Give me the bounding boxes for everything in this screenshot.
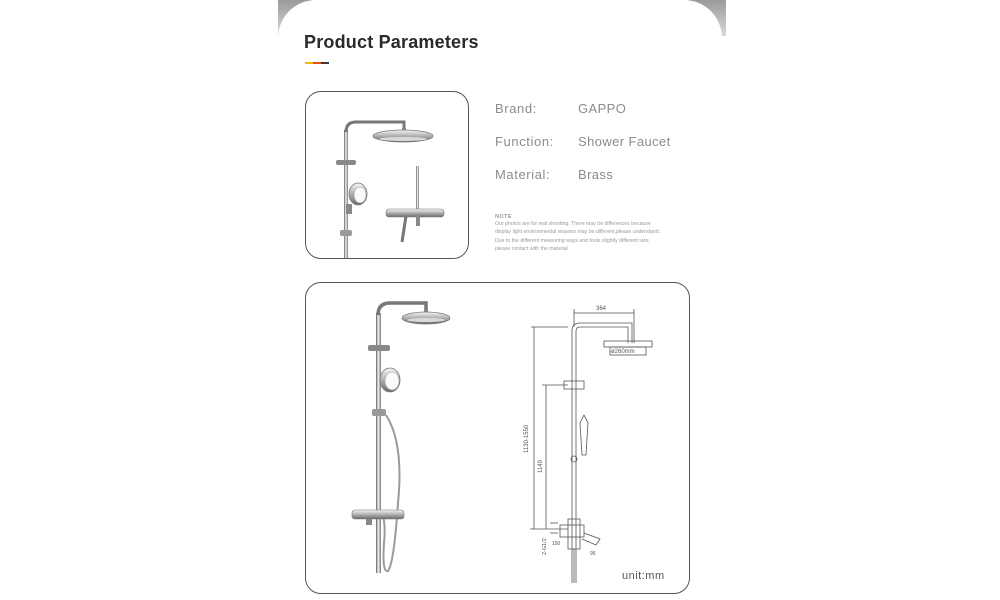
- unit-label: unit:mm: [622, 570, 665, 582]
- dim-label-small-1: 150: [552, 541, 561, 547]
- note-line: display light environmental reasons may be different,please understand.: [495, 229, 661, 236]
- dim-label-inlet: 2-G1/2: [542, 538, 548, 555]
- note-line: Our photos are for real shooting. There may be differences because: [495, 221, 651, 227]
- technical-drawing-card: [305, 282, 690, 594]
- parameters-list: [495, 92, 671, 191]
- dim-label-small-2: 95: [590, 551, 596, 557]
- underline-segment-dark: [321, 62, 329, 64]
- page-background: [0, 0, 280, 600]
- note-title: NOTE: [495, 214, 512, 220]
- param-value: GAPPO: [578, 101, 627, 116]
- product-and-dimension-drawing: [306, 283, 689, 593]
- underline-segment-yellow: [305, 62, 313, 64]
- param-label: Material:: [495, 167, 551, 182]
- dim-label-head: ø260mm: [611, 349, 635, 355]
- dim-label-total: 1130-1550: [524, 424, 530, 453]
- page-title: Product Parameters: [304, 32, 479, 52]
- note-line: Due to the different measuring ways and tools slightly different size,: [495, 237, 650, 244]
- underline-segment-orange: [313, 62, 321, 64]
- param-row-material: [495, 158, 671, 191]
- note-line: please contact with the material: [495, 246, 568, 253]
- param-label: Function:: [495, 134, 554, 149]
- param-row-brand: [495, 92, 671, 125]
- title-underline: [305, 62, 329, 64]
- param-value: Shower Faucet: [578, 134, 671, 149]
- param-row-function: [495, 125, 671, 158]
- dim-label-mid: 1149: [538, 460, 544, 473]
- dim-label-top: 364: [596, 306, 607, 312]
- note-block: [495, 214, 710, 254]
- product-photo-card: [305, 91, 469, 259]
- param-label: Brand:: [495, 101, 537, 116]
- param-value: Brass: [578, 167, 614, 182]
- product-rendering: [352, 303, 450, 573]
- shower-set-illustration: [306, 92, 468, 258]
